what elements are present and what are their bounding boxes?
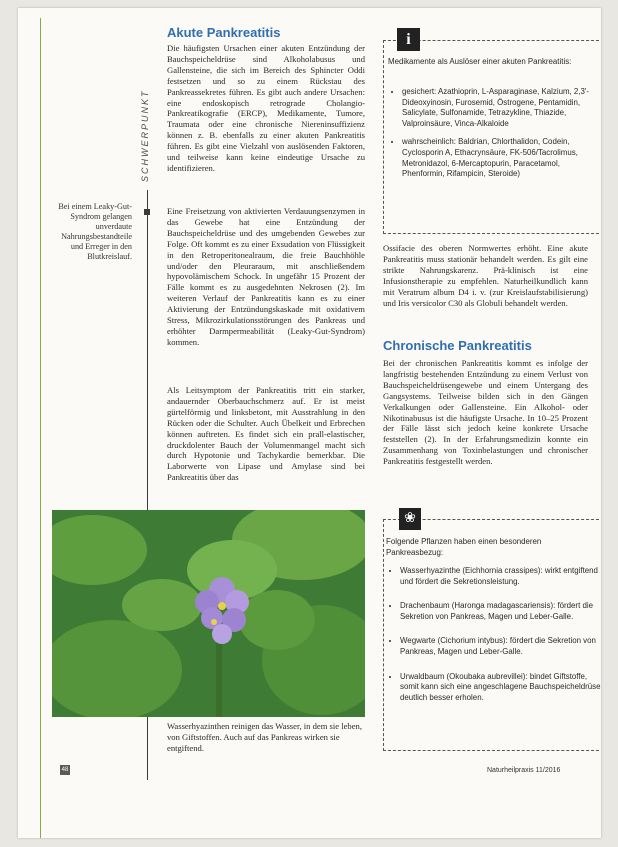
plant-box-intro: Folgende Pflanzen haben einen besonderen Pankreasbezug: bbox=[386, 537, 542, 557]
list-item: • Wasserhyazinthe (Eichhornia crassipes): wirkt entgiftend und fördert die Sekretionsleistung. bbox=[400, 566, 605, 587]
margin-rule bbox=[40, 18, 41, 838]
plant-list bbox=[386, 566, 605, 717]
list-item: • Wegwarte (Cichorium intybus): fördert die Sekretion von Pankreas, Magen und Leber-Galle. bbox=[400, 636, 605, 657]
list-item: • Drachenbaum (Haronga madagascariensis): fördert die Sekretion von Pankreas, Magen und Leber-Galle. bbox=[400, 601, 605, 622]
info-box-intro: Medikamente als Auslöser einer akuten Pankreatitis: bbox=[388, 57, 572, 66]
list-item: • gesichert: Azathioprin, L-Asparaginase, Kalzium, 2,3'-Dideoxyinosin, Furosemid, Östrogene, Pentamidin, Salicylate, Sulfonamide, Tetrazykline, Thiazide, Valproinsäure, Vinca-Alkaloide bbox=[402, 87, 602, 129]
info-icon: i bbox=[397, 28, 420, 51]
chron-paragraph: Bei der chronischen Pankreatitis kommt es infolge der langfristig bestehenden Entzündung zu einem Verlust von Bauchspeicheldrüsengewebe und einem Untergang des Gangsystems. Teilweise bilden sich in den Gängen Verkalkungen oder Gallensteine. Ein Alkohol- oder Nikotinabusus ist die häufigste Ursache. In 10–25 Prozent der Fälle lässt sich jedoch keine konkrete Ursache feststellen (2). In der Erfahrungsmedizin konnte ein Zusammenhang von Toxinbelastungen und chronischer Pankreatitis festgestellt werden. bbox=[383, 358, 588, 467]
footer: Naturheilpraxis 11/2016 bbox=[487, 767, 561, 774]
page-number: 48 bbox=[61, 767, 69, 773]
akut-paragraph-2: Eine Freisetzung von aktivierten Verdauungsenzymen in das Gewebe hat eine Entzündung der Bauchspeicheldrüse und des umgebenden Gewebes zur Folge. Oft kommt es zu einer Exsudation von Flüssigkeit in den Retroperitonealraum, die freie Bauchhöhle und/oder den Pleuraraum, mit anschließendem hypovolämischem Schock. In ungefähr 15 Prozent der Fälle kommt es zu ausgedehnten Nekrosen (2). Im weiteren Verlauf der Pankreatitis kann es zu einer Aktivierung der Entzündungskaskade mit oxidativem Stress, Mikrozirkulationsstörungen des Pankreas und erhöhter Darmpermeabilität (Leaky-Gut-Syndrom) kommen. bbox=[167, 206, 365, 347]
leaf-icon: ❀ bbox=[399, 508, 421, 530]
akut-heading: Akute Pankreatitis bbox=[167, 25, 281, 40]
list-item: • wahrscheinlich: Baldrian, Chlorthalidon, Codein, Cyclosporin A, Ethacrynsäure, FK-506/Tacrolimus, Metronidazol, 6-Mercaptopurin, Paracetamol, Phenformin, Rifampicin, Steroide) bbox=[402, 137, 602, 179]
akut-paragraph-1: Die häufigsten Ursachen einer akuten Entzündung der Bauchspeicheldrüse sind Alkoholabusus und Gallensteine, die sich im Bereich des Sphincter Oddi festsetzen und so zu einem Rückstau des Pankreassekretes führen. Es gibt auch andere Ursachen: eine endoskopisch retrograde Cholangio-Pankreatikografie (ERCP), Medikamente, Tumore, Traumata oder eine chronische Niereninsuffizienz können z. B. ebenfalls zu einer akuten Pankreatitis führen. Es gibt eine Vielzahl von auslösenden Faktoren, und teilweise kann keine eindeutige Ursache zu identifizieren. bbox=[167, 43, 365, 173]
list-item: • Urwaldbaum (Okoubaka aubrevillei): bindet Giftstoffe, somit kann sich eine angeschlagene Bauchspeicheldrüse deutlich besser erholen. bbox=[400, 672, 605, 704]
section-label: SCHWERPUNKT bbox=[140, 89, 150, 182]
margin-note: Bei einem Leaky-Gut-Syndrom gelangen unverdaute Nahrungsbestandteile und Erreger in den Blutkreislauf. bbox=[58, 202, 132, 261]
medication-list bbox=[388, 87, 602, 188]
margin-note-marker bbox=[144, 209, 150, 215]
therapy-paragraph: Ossifacie des oberen Normwertes erhöht. Eine akute Pankreatitis muss stationär behandelt werden. Es gilt eine strikte Nahrungskarenz. Prä-klinisch ist eine Infusionstherapie zu empfehlen. Naturheilkundlich kann mit Veratrum album D4 i. v. (zur Kreislaufstabilisierung) und Iris versicolor C30 als Globuli behandelt werden. bbox=[383, 243, 588, 308]
akut-paragraph-3: Als Leitsymptom der Pankreatitis tritt ein starker, andauernder Oberbauchschmerz auf. Er ist meist gürtelförmig und linksbetont, mit Ausstrahlung in den Rücken oder die Schulter. Auch Übelkeit und Erbrechen können auftreten. Es findet sich ein prall-elastischer, druckdolenter Bauch der Volumenmangel macht sich durch Hypotonie und Tachykardie bemerkbar. Die Laborwerte von Lipase und Amylase sind bei Pankreatitis über das bbox=[167, 385, 365, 483]
chron-heading: Chronische Pankreatitis bbox=[383, 338, 532, 353]
photo-caption: Wasserhyazinthen reinigen das Wasser, in dem sie leben, von Giftstoffen. Auch auf das Pankreas wirken sie entgiftend. bbox=[167, 721, 362, 753]
water-hyacinth-photo bbox=[52, 510, 365, 717]
